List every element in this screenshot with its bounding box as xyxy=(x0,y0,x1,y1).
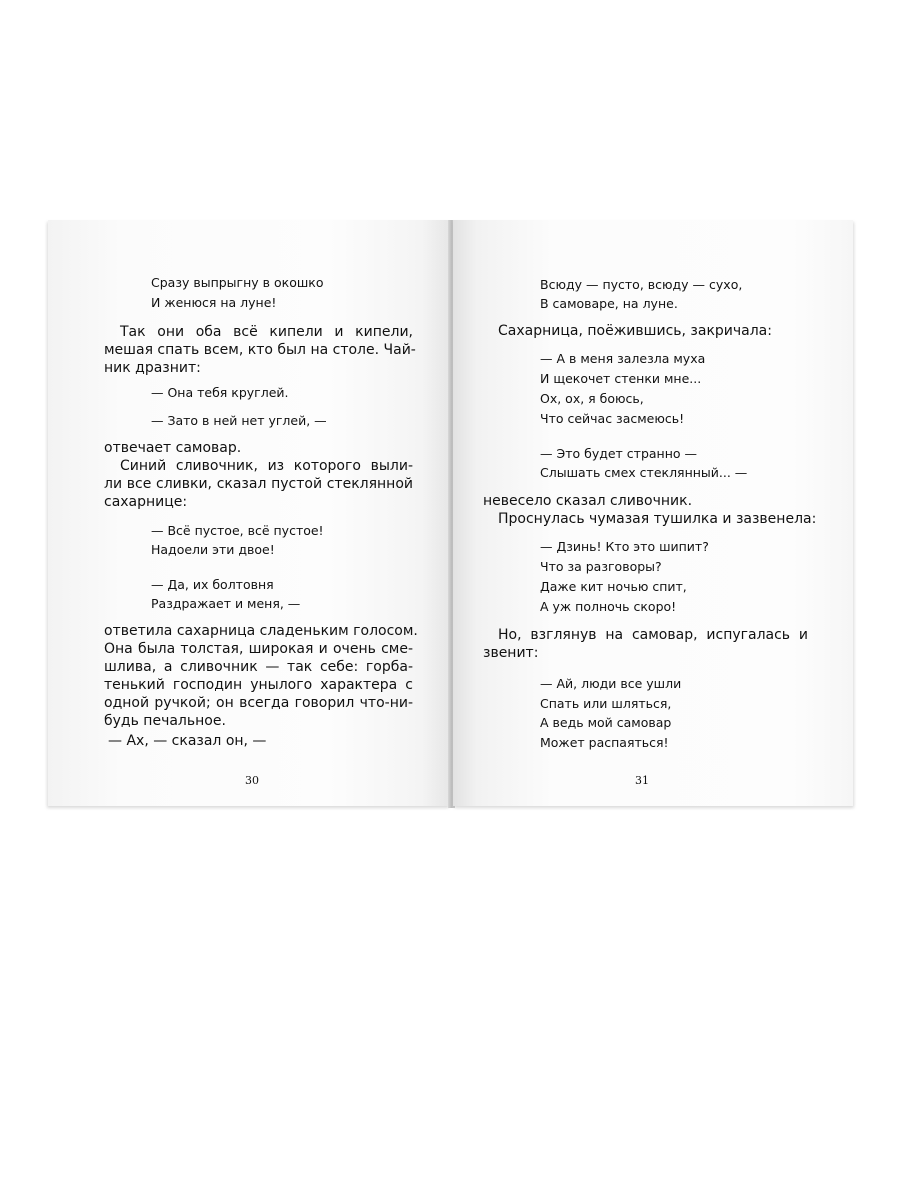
text-line: Спать или шляться, xyxy=(540,696,672,711)
text-line: Но, взглянув на самовар, испугалась и xyxy=(498,627,808,643)
text-line: — Ай, люди все ушли xyxy=(540,676,682,691)
text-line: — Да, их болтовня xyxy=(151,577,274,592)
text-line: будь печальное. xyxy=(104,713,226,729)
text-line: — А в меня залезла муха xyxy=(540,351,706,366)
text-line: ник дразнит: xyxy=(104,360,201,376)
text-line: ответила сахарница сладеньким голосом. xyxy=(104,623,418,639)
text-line: одной ручкой; он всегда говорил что-ни- xyxy=(104,695,413,711)
text-line: мешая спать всем, кто был на столе. Чай- xyxy=(104,342,416,358)
text-line: Даже кит ночью спит, xyxy=(540,579,687,594)
right-page xyxy=(453,220,853,806)
text-line: сахарнице: xyxy=(104,494,188,510)
text-line: звенит: xyxy=(483,645,539,661)
text-line: Что за разговоры? xyxy=(540,559,662,574)
text-line: невесело сказал сливочник. xyxy=(483,493,693,509)
text-line: Всюду — пусто, всюду — сухо, xyxy=(540,277,743,292)
text-line: Она была толстая, широкая и очень сме- xyxy=(104,641,413,657)
page-number: 31 xyxy=(635,774,649,787)
text-line: Сразу выпрыгну в окошко xyxy=(151,275,324,290)
text-line: — Ах, — сказал он, — xyxy=(108,733,267,749)
text-line: Ох, ох, я боюсь, xyxy=(540,391,644,406)
page-number: 30 xyxy=(245,774,259,787)
text-line: Может распаяться! xyxy=(540,735,669,750)
text-line: Что сейчас засмеюсь! xyxy=(540,411,685,426)
text-line: В самоваре, на луне. xyxy=(540,296,678,311)
text-line: ли все сливки, сказал пустой стеклянной xyxy=(104,476,413,492)
text-line: — Дзинь! Кто это шипит? xyxy=(540,539,709,554)
text-line: А ведь мой самовар xyxy=(540,715,672,730)
text-line: Слышать смех стеклянный... — xyxy=(540,465,748,480)
text-line: — Всё пустое, всё пустое! xyxy=(151,523,324,538)
text-line: Сахарница, поёжившись, закричала: xyxy=(498,323,772,339)
text-line: Так они оба всё кипели и кипели, xyxy=(120,324,413,340)
text-line: тенький господин унылого характера с xyxy=(104,677,413,693)
text-line: шлива, а сливочник — так себе: горба- xyxy=(104,659,413,675)
text-line: Надоели эти двое! xyxy=(151,542,275,557)
open-book xyxy=(48,220,853,808)
text-line: И щекочет стенки мне... xyxy=(540,371,702,386)
text-line: отвечает самовар. xyxy=(104,440,242,456)
text-line: Раздражает и меня, — xyxy=(151,596,301,611)
text-line: А уж полночь скоро! xyxy=(540,599,677,614)
text-line: Проснулась чумазая тушилка и зазвенела: xyxy=(498,511,817,527)
text-line: И женюся на луне! xyxy=(151,295,277,310)
text-line: — Это будет странно — xyxy=(540,446,698,461)
text-line: — Зато в ней нет углей, — xyxy=(151,413,327,428)
left-page xyxy=(48,220,450,806)
text-line: Синий сливочник, из которого выли- xyxy=(120,458,413,474)
text-line: — Она тебя круглей. xyxy=(151,385,289,400)
